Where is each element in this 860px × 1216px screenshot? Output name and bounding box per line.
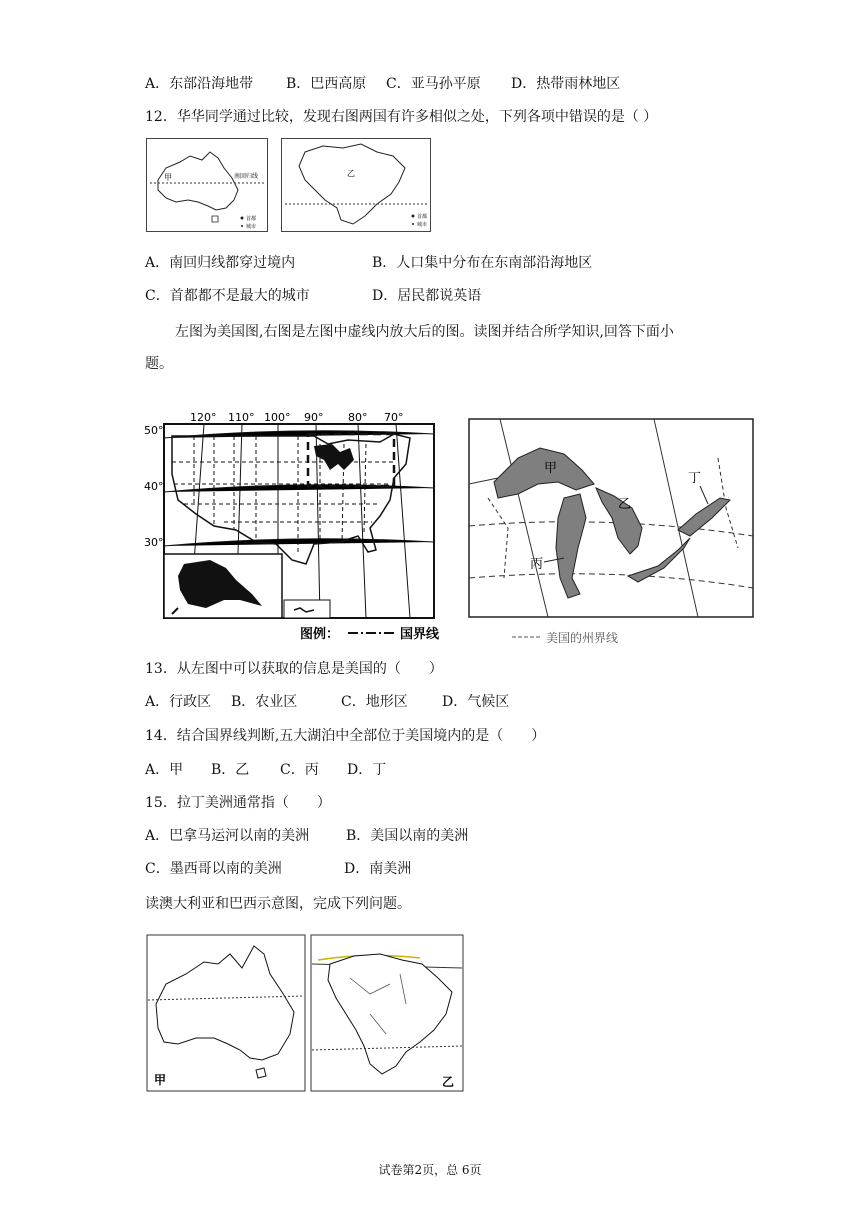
q12-brazil-map [281, 138, 431, 232]
lake-label-jia: 甲 [544, 461, 558, 476]
aus-brazil-intro: 读澳大利亚和巴西示意图，完成下列问题。 [145, 896, 411, 912]
lake-label-ding: 丁 [688, 471, 702, 486]
q15-option-b: B．美国以南的美洲 [346, 828, 469, 844]
q14-option-d: D．丁 [347, 762, 387, 778]
q14-option-b: B．乙 [211, 762, 250, 778]
great-lakes-map [468, 418, 756, 650]
q12-aus-tropic-label: 南回归线 [234, 173, 259, 180]
q14-option-c: C．丙 [280, 762, 319, 778]
q12-brazil-label: 乙 [347, 169, 355, 178]
q12-option-d: D．居民都说英语 [372, 288, 482, 304]
lon-label-100: 100° [264, 411, 291, 424]
page-footer: 试卷第2页，总 6页 [378, 1163, 482, 1177]
usa-intro-line1: 左图为美国图,右图是左图中虚线内放大后的图。读图并结合所学知识,回答下面小 [175, 324, 674, 340]
lon-label-110: 110° [228, 411, 255, 424]
q15-option-a: A．巴拿马运河以南的美洲 [145, 828, 310, 844]
q12-option-a: A．南回归线都穿过境内 [145, 255, 296, 271]
legend-capital-icon-2 [412, 215, 415, 218]
q13-option-c: C．地形区 [341, 694, 408, 710]
q11-option-c: C．亚马孙平原 [386, 76, 481, 92]
q11-option-a: A．东部沿海地带 [145, 76, 254, 92]
lake-label-yi: 乙 [618, 497, 632, 512]
q12-brazil-legend-capital: 首都 [417, 214, 428, 220]
q13-option-a: A．行政区 [145, 694, 212, 710]
usa-legend-prefix: 图例： [300, 627, 340, 642]
lat-label-50: 50° [144, 424, 164, 437]
lon-label-120: 120° [190, 411, 217, 424]
lon-label-80: 80° [348, 411, 368, 424]
q11-option-b: B．巴西高原 [286, 76, 367, 92]
q14-option-a: A．甲 [145, 762, 184, 778]
q15-option-c: C．墨西哥以南的美洲 [145, 861, 282, 877]
lake-label-bing: 丙 [530, 557, 544, 572]
australia-map [146, 934, 306, 1092]
aus-label: 甲 [154, 1073, 167, 1087]
q12-aus-legend-capital: 首都 [246, 216, 257, 222]
lon-label-90: 90° [304, 411, 324, 424]
brazil-label: 乙 [442, 1075, 455, 1089]
legend-city-icon [241, 225, 243, 227]
q12-brazil-legend-city: 城市 [417, 222, 428, 228]
q15-option-d: D．南美洲 [344, 861, 412, 877]
lakes-legend-label: 美国的州界线 [546, 631, 619, 645]
q12-stem: 12．华华同学通过比较，发现右图两国有许多相似之处，下列各项中错误的是（ ） [145, 109, 658, 125]
q14-stem: 14．结合国界线判断,五大湖泊中全部位于美国境内的是（ ） [145, 728, 546, 744]
q15-stem: 15．拉丁美洲通常指（ ） [145, 795, 331, 811]
usa-legend-label: 国界线 [400, 627, 440, 642]
legend-city-icon-2 [412, 223, 414, 225]
brazil-map [310, 934, 464, 1092]
q12-australia-map [146, 138, 268, 232]
lat-label-30: 30° [144, 536, 164, 549]
q12-aus-label: 甲 [164, 173, 172, 182]
q12-option-c: C．首都都不是最大的城市 [145, 288, 310, 304]
legend-capital-icon [241, 217, 244, 220]
q13-stem: 13．从左图中可以获取的信息是美国的（ ） [145, 661, 443, 677]
q13-option-b: B．农业区 [231, 694, 298, 710]
lat-label-40: 40° [144, 480, 164, 493]
lon-label-70: 70° [384, 411, 404, 424]
q11-option-d: D．热带雨林地区 [511, 76, 621, 92]
q12-aus-legend-city: 城市 [246, 224, 257, 230]
q13-option-d: D．气候区 [442, 694, 510, 710]
q12-option-b: B．人口集中分布在东南部沿海地区 [372, 255, 593, 271]
usa-intro-line2: 题。 [145, 356, 173, 372]
usa-map [144, 404, 440, 650]
